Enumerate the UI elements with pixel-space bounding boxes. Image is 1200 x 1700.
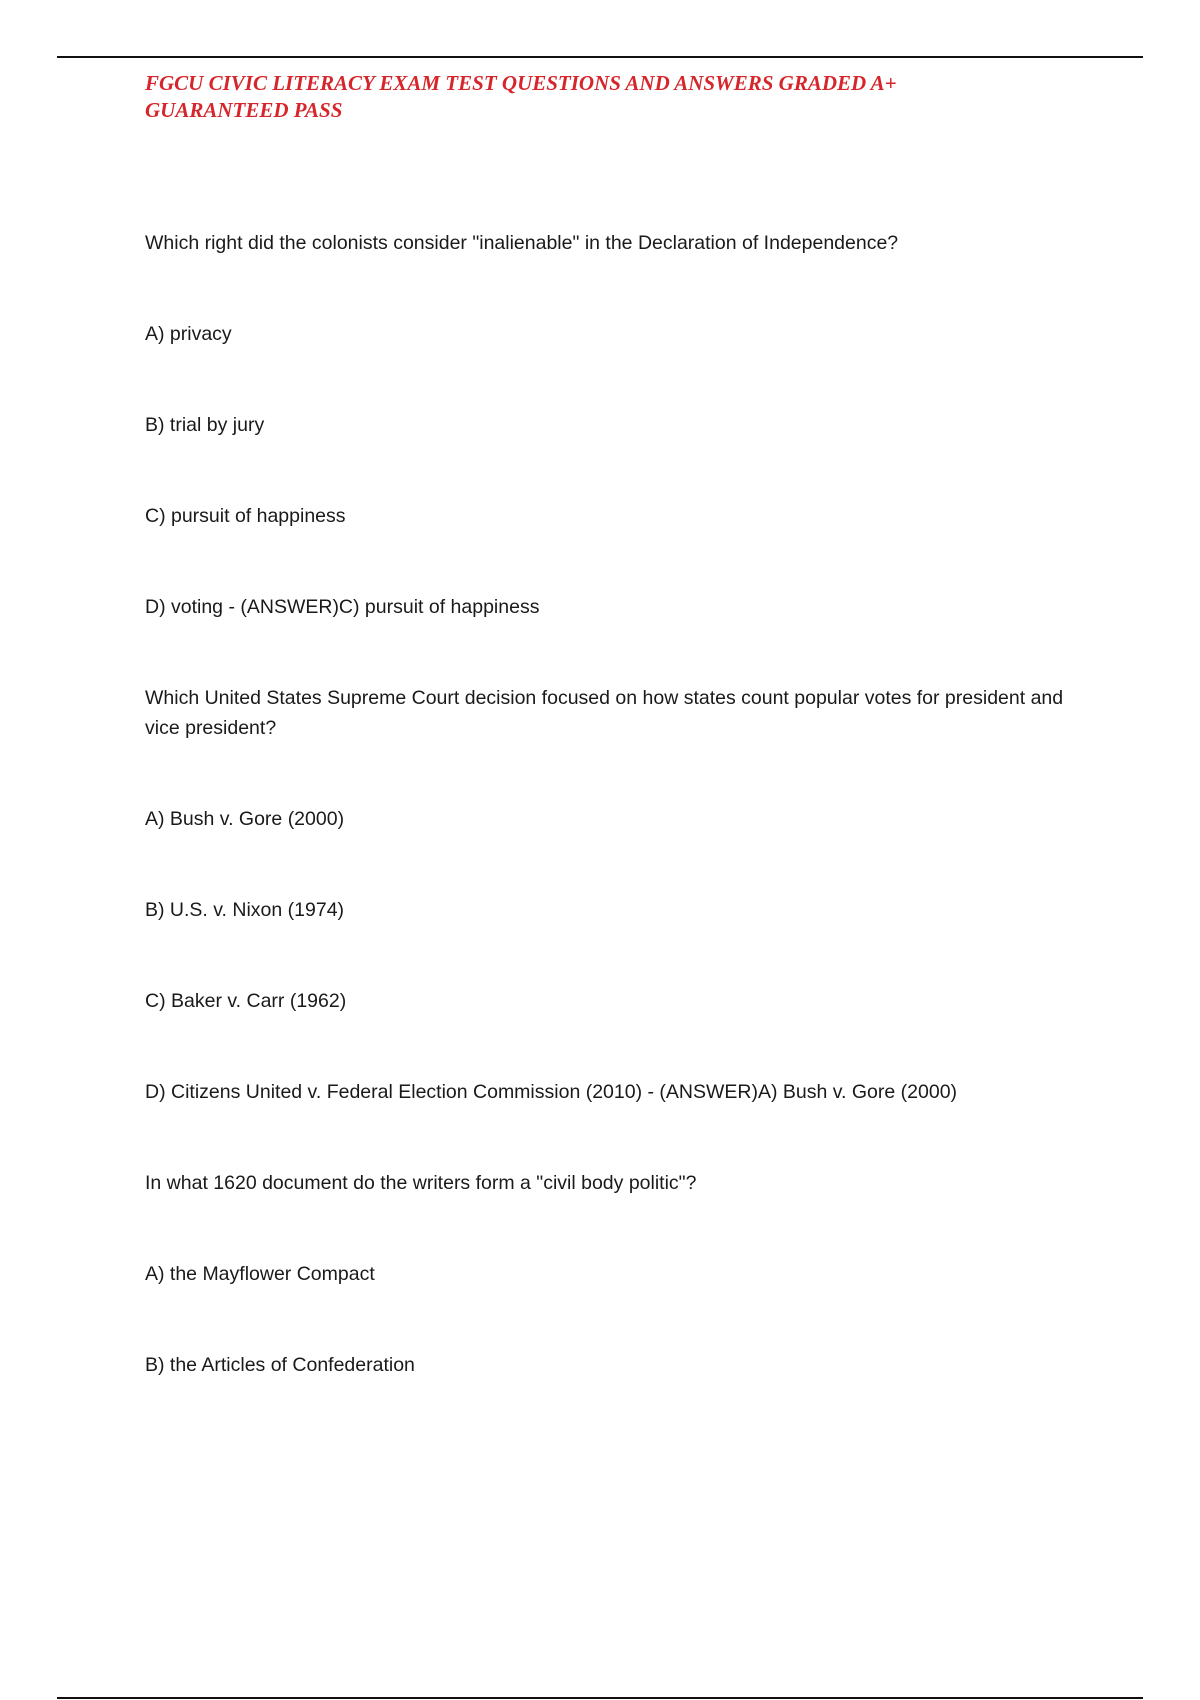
question-2-option-d-answer: D) Citizens United v. Federal Election Commission (2010) - (ANSWER)A) Bush v. Gore (2000)	[145, 1081, 958, 1103]
footer-rule	[57, 1697, 1143, 1699]
question-2-option-c: C) Baker v. Carr (1962)	[145, 990, 347, 1012]
question-1-option-b: B) trial by jury	[145, 414, 265, 436]
question-3-option-a: A) the Mayflower Compact	[145, 1263, 375, 1285]
question-2-text: Which United States Supreme Court decision focused on how states count popular votes for president and vice president?	[145, 687, 1064, 739]
question-2-option-b: B) U.S. v. Nixon (1974)	[145, 899, 345, 921]
question-1-text: Which right did the colonists consider "inalienable" in the Declaration of Independence?	[145, 232, 899, 254]
question-2-option-a: A) Bush v. Gore (2000)	[145, 808, 345, 830]
question-3-option-b: B) the Articles of Confederation	[145, 1354, 415, 1376]
question-3-text: In what 1620 document do the writers form a "civil body politic"?	[145, 1172, 697, 1194]
question-1-option-c: C) pursuit of happiness	[145, 505, 346, 527]
question-1-option-d-answer: D) voting - (ANSWER)C) pursuit of happiness	[145, 596, 540, 618]
header-rule	[57, 56, 1143, 58]
question-1-option-a: A) privacy	[145, 323, 232, 345]
document-title: FGCU CIVIC LITERACY EXAM TEST QUESTIONS AND ANSWERS GRADED A+ GUARANTEED PASS	[145, 71, 897, 122]
